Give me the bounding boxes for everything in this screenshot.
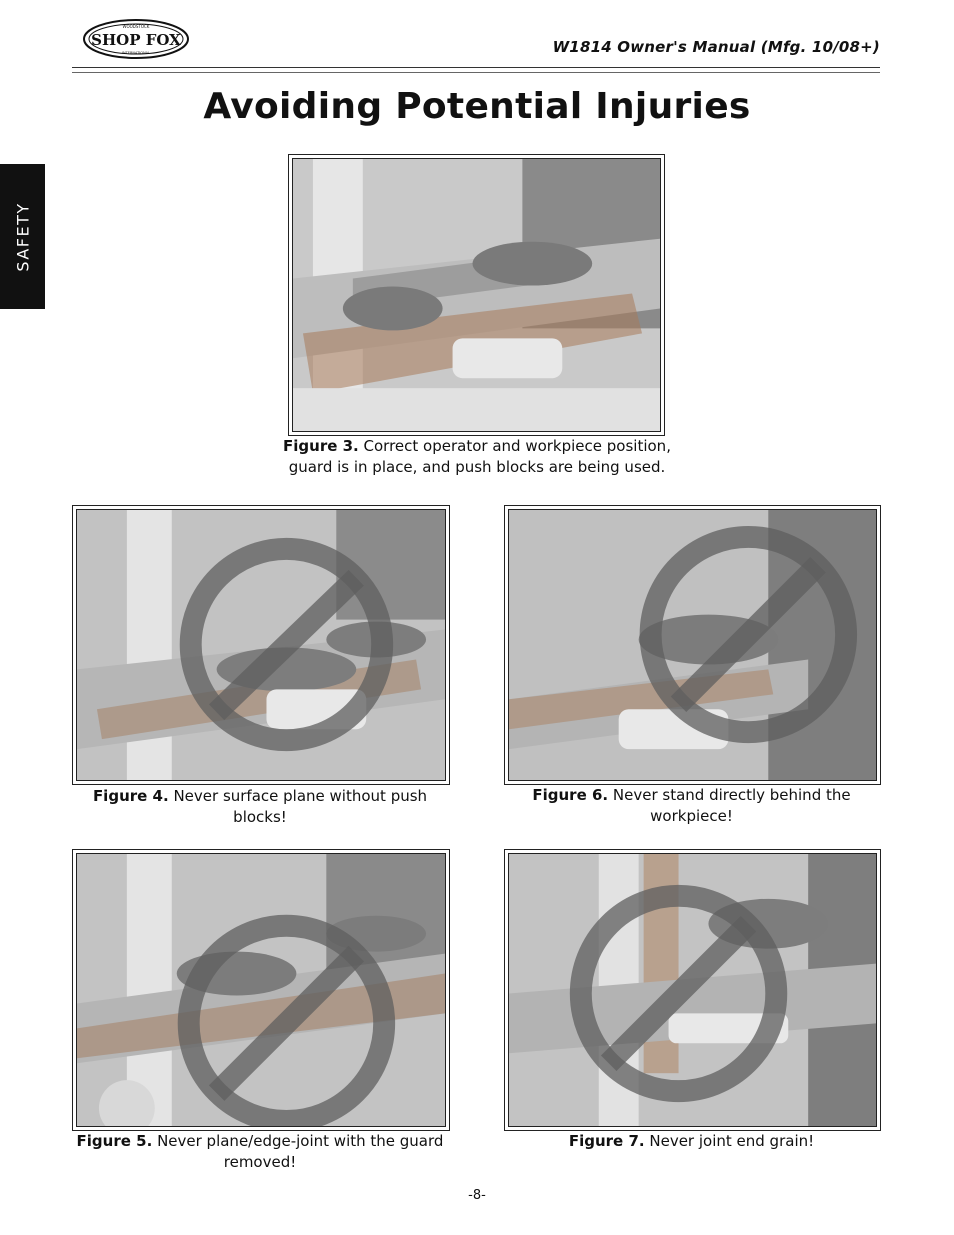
figure-6-caption	[504, 785, 879, 827]
figure-5-text: Never plane/edge-joint with the guard removed!	[157, 1132, 444, 1171]
figure-3-label: Figure 3.	[283, 437, 359, 455]
figure-4-text: Never surface plane without push blocks!	[173, 787, 428, 826]
figure-4-photo	[72, 505, 450, 785]
page-title: Avoiding Potential Injuries	[203, 86, 751, 127]
figure-5-caption	[72, 1131, 448, 1173]
figure-4-caption	[72, 786, 448, 828]
figure-5-label: Figure 5.	[76, 1132, 153, 1150]
header-rule-thin	[72, 72, 880, 73]
manual-title: W1814 Owner's Manual (Mfg. 10/08+)	[552, 38, 880, 56]
svg-text:SHOP FOX: SHOP FOX	[91, 31, 181, 49]
page-number: -8-	[468, 1188, 486, 1203]
figure-6-label: Figure 6.	[532, 786, 609, 804]
safety-section-tab	[0, 164, 45, 309]
figure-7-text: Never joint end grain!	[649, 1132, 815, 1150]
figure-7-caption	[504, 1131, 879, 1152]
header-rule	[72, 67, 880, 68]
figure-3-text: Correct operator and workpiece position, guard is in place, and push blocks are being used.	[288, 437, 671, 476]
figure-7-label: Figure 7.	[568, 1132, 645, 1150]
figure-3-caption	[270, 436, 684, 478]
side-tab-label: SAFETY	[13, 201, 32, 272]
svg-text:WOODSTOCK: WOODSTOCK	[122, 24, 150, 29]
figure-5-photo	[72, 849, 450, 1131]
shop-fox-logo	[82, 18, 190, 60]
figure-6-text: Never stand directly behind the workpiece!	[612, 786, 851, 825]
figure-6-photo	[504, 505, 881, 785]
svg-text:INTERNATIONAL: INTERNATIONAL	[121, 51, 151, 55]
figure-3-photo	[288, 154, 665, 436]
figure-7-photo	[504, 849, 881, 1131]
figure-4-label: Figure 4.	[92, 787, 169, 805]
